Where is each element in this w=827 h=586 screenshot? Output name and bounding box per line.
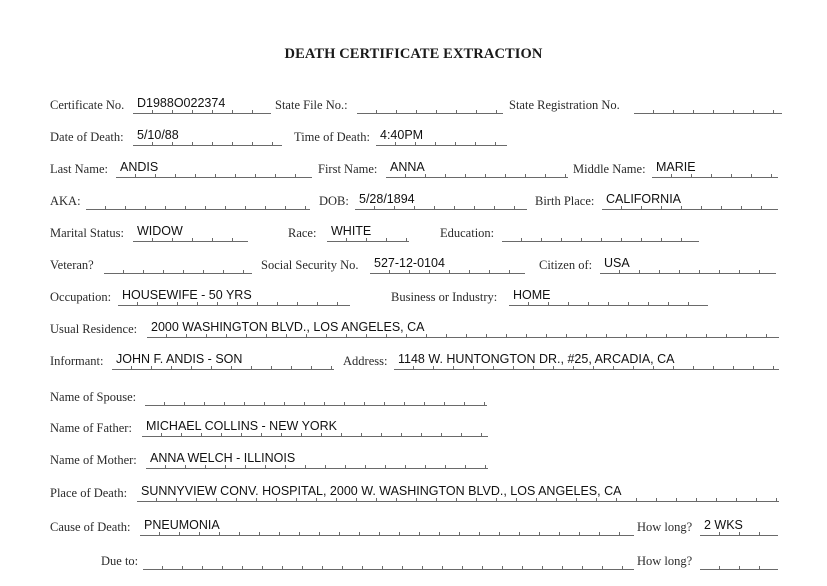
occupation-label: Occupation:	[50, 290, 112, 304]
business-field[interactable]	[509, 285, 708, 306]
address-value: 1148 W. HUNTONGTON DR., #25, ARCADIA, CA	[398, 352, 675, 366]
informant-label: Informant:	[50, 354, 104, 368]
cause-of-death-field[interactable]	[140, 515, 634, 536]
business-label: Business or Industry:	[391, 290, 498, 304]
row-mother	[0, 447, 827, 469]
certificate-no-value: D1988O022374	[137, 96, 226, 110]
row-death-datetime	[0, 124, 827, 146]
date-of-death-value: 5/10/88	[137, 128, 179, 142]
row-residence	[0, 316, 827, 338]
aka-label: AKA:	[50, 194, 81, 208]
father-field[interactable]	[142, 416, 488, 437]
state-file-no-field[interactable]	[357, 93, 503, 114]
mother-field[interactable]	[146, 448, 488, 469]
due-to-how-long-field[interactable]	[700, 549, 778, 570]
race-value: WHITE	[331, 224, 372, 238]
marital-status-value: WIDOW	[137, 224, 183, 238]
due-to-how-long-label: How long?	[637, 554, 693, 568]
education-field[interactable]	[502, 221, 699, 242]
dob-field[interactable]	[355, 189, 527, 210]
first-name-field[interactable]	[386, 157, 568, 178]
row-status	[0, 220, 827, 242]
row-occupation	[0, 284, 827, 306]
usual-residence-label: Usual Residence:	[50, 322, 138, 336]
spouse-field[interactable]	[145, 385, 487, 406]
state-registration-no-field[interactable]	[634, 93, 782, 114]
state-registration-no-label: State Registration No.	[509, 98, 620, 112]
document-title: DEATH CERTIFICATE EXTRACTION	[284, 46, 543, 62]
row-father	[0, 415, 827, 437]
citizen-of-value: USA	[604, 256, 630, 270]
row-place-of-death	[0, 480, 827, 502]
dob-label: DOB:	[319, 194, 349, 208]
birth-place-label: Birth Place:	[535, 194, 595, 208]
due-to-label: Due to:	[101, 554, 139, 568]
cause-how-long-label: How long?	[637, 520, 693, 534]
father-value: MICHAEL COLLINS - NEW YORK	[146, 419, 338, 433]
father-label: Name of Father:	[50, 421, 132, 435]
due-to-field[interactable]	[143, 549, 634, 570]
row-birth	[0, 188, 827, 210]
spouse-label: Name of Spouse:	[50, 390, 137, 404]
middle-name-value: MARIE	[656, 160, 696, 174]
education-label: Education:	[440, 226, 495, 240]
business-value: HOME	[513, 288, 551, 302]
marital-status-field[interactable]	[133, 221, 248, 242]
citizen-of-field[interactable]	[600, 253, 776, 274]
aka-field[interactable]	[86, 189, 310, 210]
row-informant	[0, 348, 827, 370]
last-name-value: ANDIS	[120, 160, 159, 174]
usual-residence-field[interactable]	[147, 317, 779, 338]
place-of-death-field[interactable]	[137, 481, 779, 502]
last-name-label: Last Name:	[50, 162, 108, 176]
place-of-death-value: SUNNYVIEW CONV. HOSPITAL, 2000 W. WASHINGTON BLVD., LOS ANGELES, CA	[141, 484, 622, 498]
usual-residence-value: 2000 WASHINGTON BLVD., LOS ANGELES, CA	[151, 320, 425, 334]
ssn-value: 527-12-0104	[374, 256, 445, 270]
address-label: Address:	[343, 354, 388, 368]
marital-status-label: Marital Status:	[50, 226, 124, 240]
first-name-value: ANNA	[390, 160, 425, 174]
first-name-label: First Name:	[318, 162, 378, 176]
mother-label: Name of Mother:	[50, 453, 137, 467]
middle-name-label: Middle Name:	[573, 162, 646, 176]
time-of-death-value: 4:40PM	[380, 128, 424, 142]
ssn-label: Social Security No.	[261, 258, 359, 272]
time-of-death-label: Time of Death:	[294, 130, 370, 144]
date-of-death-label: Date of Death:	[50, 130, 124, 144]
row-certificate	[0, 92, 827, 114]
row-name	[0, 156, 827, 178]
informant-field[interactable]	[112, 349, 334, 370]
middle-name-field[interactable]	[652, 157, 778, 178]
informant-value: JOHN F. ANDIS - SON	[116, 352, 243, 366]
cause-how-long-value: 2 WKS	[704, 518, 743, 532]
place-of-death-label: Place of Death:	[50, 486, 128, 500]
birth-place-field[interactable]	[602, 189, 778, 210]
race-label: Race:	[288, 226, 317, 240]
occupation-field[interactable]	[118, 285, 350, 306]
address-field[interactable]	[394, 349, 779, 370]
certificate-no-field[interactable]	[133, 93, 271, 114]
date-of-death-field[interactable]	[133, 125, 282, 146]
row-spouse	[0, 384, 827, 406]
mother-value: ANNA WELCH - ILLINOIS	[150, 451, 296, 465]
state-file-no-label: State File No.:	[275, 98, 348, 112]
occupation-value: HOUSEWIFE - 50 YRS	[122, 288, 252, 302]
cause-how-long-field[interactable]	[700, 515, 778, 536]
time-of-death-field[interactable]	[376, 125, 507, 146]
dob-value: 5/28/1894	[359, 192, 415, 206]
row-cause-of-death	[0, 514, 827, 536]
race-field[interactable]	[327, 221, 409, 242]
cause-of-death-value: PNEUMONIA	[144, 518, 220, 532]
cause-of-death-label: Cause of Death:	[50, 520, 131, 534]
ssn-field[interactable]	[370, 253, 525, 274]
certificate-no-label: Certificate No.	[50, 98, 125, 112]
last-name-field[interactable]	[116, 157, 312, 178]
row-citizenship	[0, 252, 827, 274]
row-due-to	[0, 548, 827, 570]
veteran-field[interactable]	[104, 253, 252, 274]
birth-place-value: CALIFORNIA	[606, 192, 682, 206]
veteran-label: Veteran?	[50, 258, 94, 272]
citizen-of-label: Citizen of:	[539, 258, 593, 272]
